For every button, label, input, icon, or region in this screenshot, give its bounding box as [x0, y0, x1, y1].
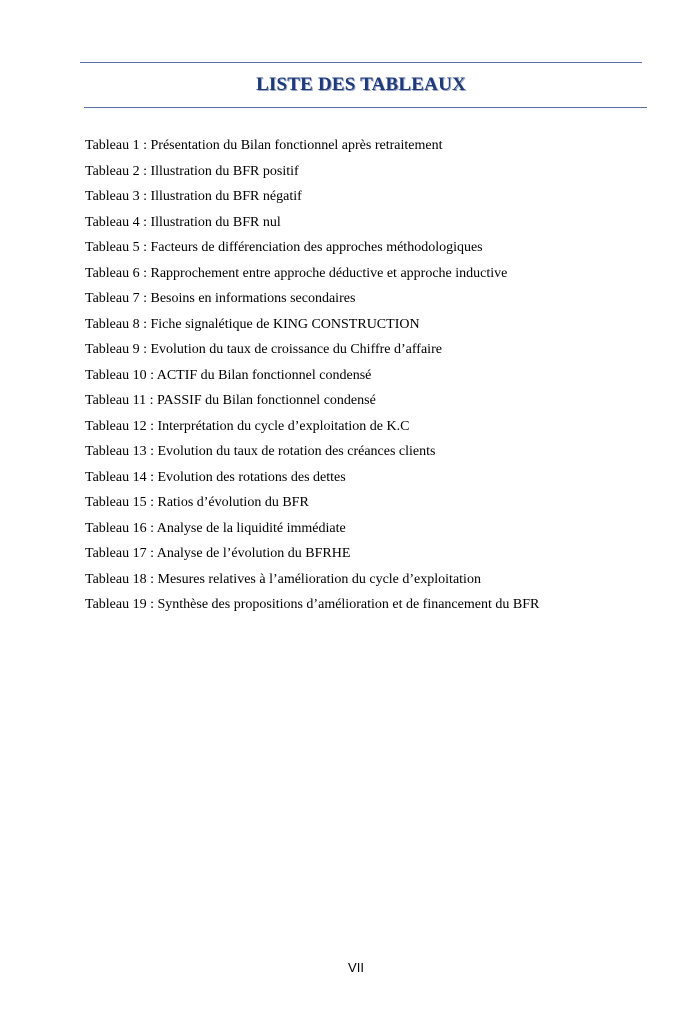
table-list-item: Tableau 16 : Analyse de la liquidité immédiate — [85, 520, 346, 536]
table-list-item: Tableau 14 : Evolution des rotations des dettes — [85, 469, 346, 485]
table-list-item: Tableau 18 : Mesures relatives à l’amélioration du cycle d’exploitation — [85, 571, 481, 587]
table-list-item: Tableau 2 : Illustration du BFR positif — [85, 163, 299, 179]
page-title: LISTE DES TABLEAUX — [256, 74, 466, 95]
table-list-item: Tableau 5 : Facteurs de différenciation des approches méthodologiques — [85, 240, 483, 255]
table-list — [85, 136, 539, 621]
table-list-item: Tableau 17 : Analyse de l’évolution du BFRHE — [85, 546, 351, 561]
table-list-item: Tableau 19 : Synthèse des propositions d’amélioration et de financement du BFR — [85, 597, 540, 612]
table-list-item: Tableau 1 : Présentation du Bilan fonctionnel après retraitement — [85, 138, 443, 153]
page-number: VII — [348, 960, 364, 975]
title-rule-top — [80, 62, 642, 63]
table-list-item: Tableau 4 : Illustration du BFR nul — [85, 214, 281, 230]
table-list-item: Tableau 13 : Evolution du taux de rotation des créances clients — [85, 444, 436, 459]
table-list-item: Tableau 11 : PASSIF du Bilan fonctionnel condensé — [85, 393, 376, 408]
table-list-item: Tableau 7 : Besoins en informations secondaires — [85, 291, 356, 306]
title-rule-bottom — [84, 107, 647, 108]
table-list-item: Tableau 6 : Rapprochement entre approche déductive et approche inductive — [85, 265, 508, 281]
table-list-item: Tableau 12 : Interprétation du cycle d’exploitation de K.C — [85, 418, 410, 434]
table-list-item: Tableau 3 : Illustration du BFR négatif — [85, 189, 302, 204]
table-list-item: Tableau 8 : Fiche signalétique de KING CONSTRUCTION — [85, 316, 420, 332]
table-list-item: Tableau 10 : ACTIF du Bilan fonctionnel condensé — [85, 367, 372, 383]
table-list-item: Tableau 15 : Ratios d’évolution du BFR — [85, 495, 309, 510]
table-list-item: Tableau 9 : Evolution du taux de croissance du Chiffre d’affaire — [85, 342, 442, 357]
